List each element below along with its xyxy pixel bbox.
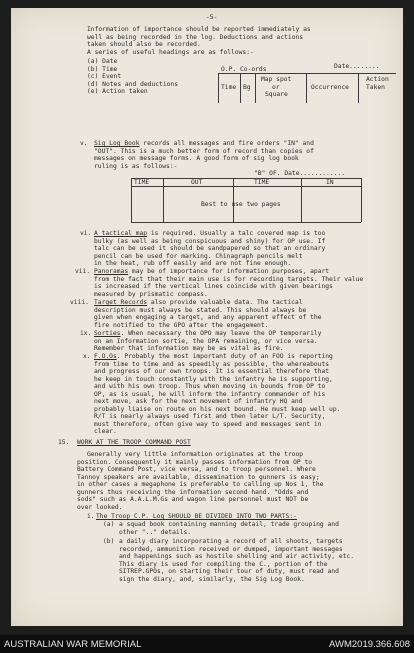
archive-footer — [0, 635, 414, 653]
log-col-action: Taken — [366, 84, 385, 91]
sig-table-header: "B" OF. Date............ — [254, 170, 345, 177]
para-number: viii. — [70, 299, 89, 306]
item-number: (b) — [103, 538, 115, 545]
para-line: on an Information sortie, the OPA remaining, or vice versa. — [94, 337, 318, 345]
para-line: OP, as is usual, he will inform the infantry commander of his — [94, 390, 326, 398]
sig-col-time: TIME — [134, 179, 150, 186]
para-line: talc can be used it should be sandpapered so that an ordinary — [94, 245, 326, 252]
para-line: from time to time and as speedily as possible, the whereabouts — [94, 360, 330, 368]
para-line: position. Consequently it mainly passes information from OP to — [77, 458, 313, 466]
para-line: Generally very little information originates at the troop — [87, 451, 304, 458]
para-line: he keep in touch constantly with the infantry he is supporting, — [94, 375, 333, 383]
intro-line: A series of useful headings are as follows:- — [87, 48, 254, 56]
para-number: vii. — [75, 268, 91, 275]
para-line: Tannoy speakers are available, dissemination to gunners is easy; — [77, 473, 320, 481]
para-number: ix. — [80, 330, 92, 337]
para-line: records all messages and fire orders "IN" and — [139, 140, 314, 147]
item-line: other ".." details. — [119, 528, 192, 536]
log-date-label: Date........ — [334, 63, 380, 70]
footer-institution: AUSTRALIAN WAR MEMORIAL — [4, 639, 142, 650]
item-line: This diary is used for compiling the C., portion of the — [119, 560, 328, 568]
para-number: x. — [83, 353, 91, 360]
document-page — [11, 8, 403, 626]
footer-accession-id: AWM2019.366.608 — [329, 639, 410, 650]
log-col-action: Action — [366, 76, 389, 83]
para-line: messages on message forms. A good form of sig log book — [94, 155, 299, 162]
sig-col-out: OUT — [191, 179, 203, 186]
sig-col-time2: TIME — [254, 179, 270, 186]
heading-item: (a) Date — [87, 58, 118, 65]
para-line: . Probably the most important duty of an FOO is reporting — [116, 353, 333, 360]
page-number: -5- — [206, 14, 218, 21]
para-line: fire notified to the GPO after the engagement. — [94, 321, 269, 329]
para-line: pencil can be used for marking. Chinagraph pencils melt — [94, 252, 303, 260]
para-title: A tactical map — [94, 230, 148, 237]
para-line: over looked. — [77, 503, 123, 511]
item-line: sign the diary, and, similarly, the Sig Log Book. — [119, 575, 305, 583]
para-number: vi. — [80, 230, 92, 237]
para-line: Battery Command Post, vice versa, and to troop personnel. Where — [77, 466, 316, 473]
sig-col-in: IN — [326, 179, 334, 186]
log-col-map: Square — [265, 91, 288, 98]
para-title: Target Records — [94, 299, 148, 306]
item-line: recorded, ammunition received or dumped, important messages — [119, 545, 343, 553]
log-col-time: Time — [221, 84, 237, 91]
para-line: measured by prismatic compass. — [94, 290, 208, 298]
item-line: a daily diary incorporating a record of all shoots, targets — [119, 538, 343, 545]
para-number: v. — [80, 140, 88, 147]
log-col-occurrence: Occurrence — [311, 84, 349, 91]
para-line: R/T is nearly always used first and then later L/T. Security, — [94, 413, 326, 420]
para-line: also provide valuable data. The tactical — [147, 299, 303, 306]
para-line: clear. — [94, 428, 117, 435]
para-line: is required. Usually a talc covered map is too — [147, 230, 326, 237]
para-line: given when engaging a target, and any apparent effect of the — [94, 314, 322, 321]
para-line: and progress of our own troops. It is essential therefore that — [94, 368, 330, 375]
section-number: 15. — [58, 439, 70, 446]
intro-line: well as being recorded in the log. Deductions and actions — [87, 33, 304, 41]
para-line: is increased if the vertical lines coincide with given bearings — [94, 283, 333, 290]
item-line: a squad book containing manning detail, trade grouping and — [119, 521, 339, 528]
para-line: bulky (as well as being conspicuous and shiny) for OP use. If — [94, 237, 326, 245]
para-line: from the fact that their main use is for recording targets. Their value — [94, 275, 364, 283]
para-line: may be of importance for information purposes, apart — [128, 268, 330, 275]
sig-table-note: Best to use two pages — [201, 201, 281, 208]
para-line: ruling is as follows:- — [94, 162, 178, 170]
para-line: next move, ask for the next movement of infantry HQ and — [94, 398, 303, 405]
para-line: in the heat, rub off easily and are not fine enough. — [94, 260, 292, 267]
intro-line: Information of importance should be reported immediately as — [87, 26, 311, 33]
intro-line: taken should also be recorded. — [87, 41, 201, 48]
log-col-bg: Bg — [243, 84, 251, 91]
para-line: . When necessary the OPO may leave the OP temporarily — [120, 330, 322, 337]
para-title: Sig Log Book — [94, 140, 140, 147]
para-line: "OUT". This is a much better form of record than copies of — [94, 147, 314, 155]
para-line: Remember that information may be as vital as fire. — [94, 345, 284, 352]
heading-item: (e) Action taken — [87, 88, 148, 95]
log-col-map: Map spot — [261, 76, 292, 83]
section-title: WORK AT THE TROOP COMMAND POST — [77, 439, 191, 446]
para-line: description must always be stated. This should always be — [94, 306, 307, 314]
item-line: and happenings such as hostile shelling and air activity, etc. — [119, 553, 355, 560]
item-number: i. — [87, 513, 95, 520]
item-number: (a) — [103, 521, 115, 528]
item-text: The Troop C.P. Log SHOULD BE DIVIDED INTO TWO PARTS:- — [96, 513, 297, 520]
para-line: and with his own troop. Thus when moving in bounds from OP to — [94, 383, 326, 390]
para-title: F.O.Os — [94, 353, 117, 360]
heading-item: (b) Time — [87, 65, 118, 73]
para-line: probably liaise on route on his next bound. He must keep well up. — [94, 405, 341, 413]
heading-item: (c) Event — [87, 73, 122, 80]
item-line: SITREP.GPOs, on starting their tour of duty, must read and — [119, 568, 339, 575]
log-op-coords: O.P. Co-ords — [221, 66, 267, 73]
para-line: sods" such as A.A.L.M.Gs and wagon line personnel must NOT be — [77, 496, 309, 503]
para-line: in other cases a megaphone is preferable to calling up Nos 1, the — [77, 481, 324, 488]
para-title: Panoramas — [94, 268, 129, 275]
log-col-map: or — [272, 83, 280, 91]
para-line: must therefore, often give way to speed and messages sent in — [94, 420, 322, 428]
para-line: gunners thus receiving the information second hand. "Odds and — [77, 488, 309, 496]
para-title: Sorties — [94, 330, 121, 337]
heading-item: (d) Notes and deductions — [87, 80, 178, 88]
